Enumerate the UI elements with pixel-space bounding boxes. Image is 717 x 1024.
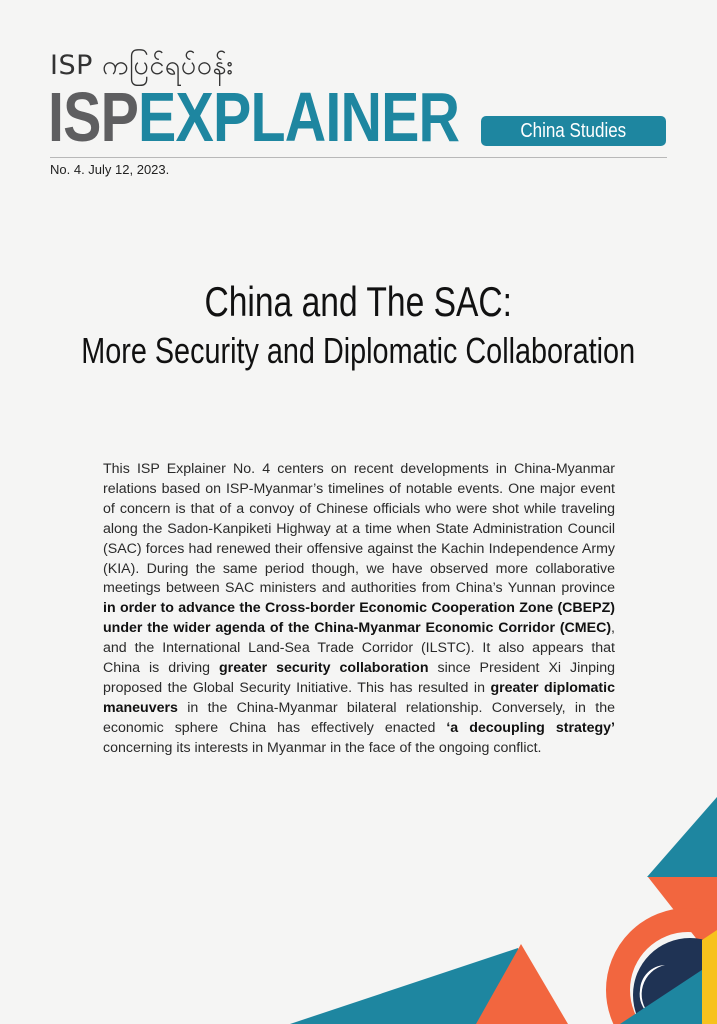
- summary-highlight: in order to advance the Cross-border Economic Cooperation Zone (CBEPZ) under the wider agenda of the China-Myanmar Economic Corridor (CMEC): [103, 600, 615, 637]
- title-line-2: More Security and Diplomatic Collaboration: [81, 330, 636, 371]
- summary-text: in the China-Myanmar bilateral relationship. Conversely, in the economic sphere China has effectively enacted: [103, 699, 615, 736]
- summary-text: concerning its interests in Myanmar in the face of the ongoing conflict.: [103, 739, 542, 756]
- brand-explainer: EXPLAINER: [138, 78, 460, 156]
- title-line-1: China and The SAC:: [204, 278, 513, 325]
- summary-highlight: greater security collaboration: [219, 660, 429, 677]
- summary-text: , and the International Land-Sea Trade Corridor (ILSTC). It also appears that China is driving: [103, 620, 615, 677]
- summary-highlight: greater diplomatic maneuvers: [103, 679, 615, 716]
- teal-triangle-right: [647, 797, 717, 877]
- summary-highlight: ‘a decoupling strategy’: [446, 719, 615, 736]
- category-tag-label: China Studies: [520, 119, 627, 142]
- issue-date: No. 4. July 12, 2023.: [50, 162, 170, 177]
- brand-isp: ISP: [48, 78, 139, 156]
- summary-text: This ISP Explainer No. 4 centers on recent developments in China-Myanmar relations based on ISP-Myanmar’s timelines of notable events. One major event of concern is that of a convoy of Chinese officials who were shot while traveling along the Sadon-Kanpiketi Highway at a time when State Administration Council (SAC) forces had renewed their offensive against the Kachin Independence Army (KIA). During the same period though, we have observed more collaborative meetings between SAC ministers and authorities from China’s Yunnan province: [103, 461, 615, 597]
- yellow-strip: [702, 930, 717, 1024]
- kicker-myanmar-title: ISP ကပြင်ရပ်ဝန်း: [50, 50, 234, 81]
- summary-text: since President Xi Jinping proposed the Global Security Initiative. This has resulted in: [103, 660, 615, 696]
